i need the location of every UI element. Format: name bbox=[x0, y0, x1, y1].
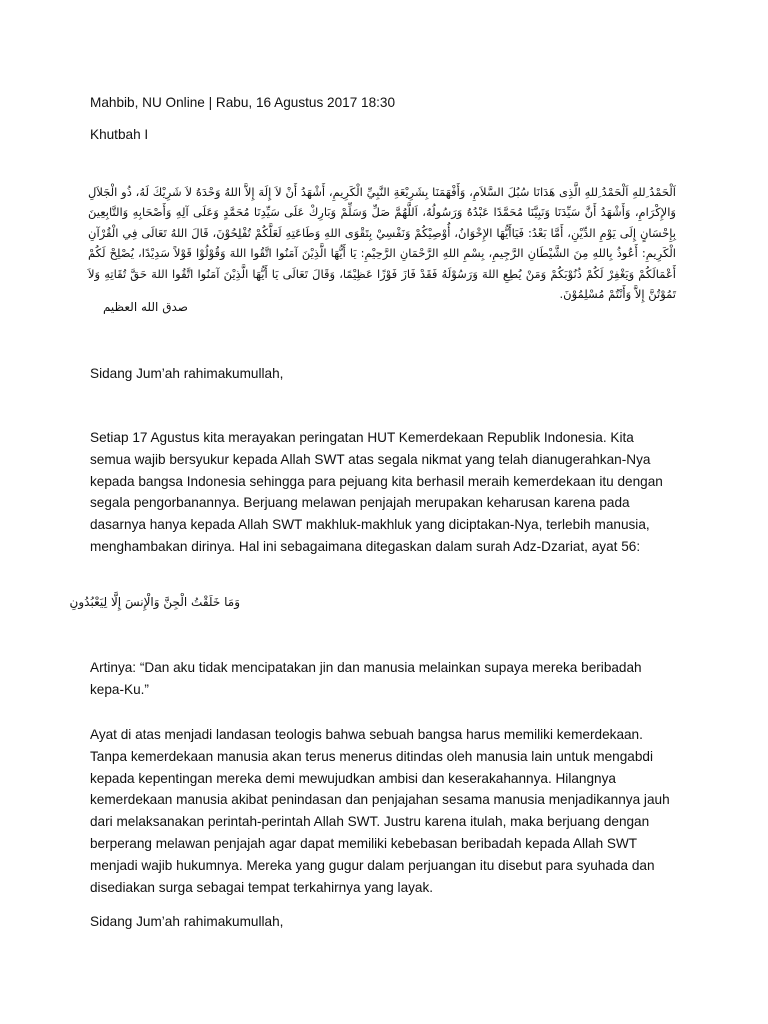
arabic-closing-phrase: صدق الله العظيم bbox=[102, 300, 188, 314]
paragraph-independence-day: Setiap 17 Agustus kita merayakan peringatan HUT Kemerdekaan Republik Indonesia. Kita semua wajib bersyukur kepada Allah SWT atas segala nikmat yang telah dianugerahkan-Nya kepada bangsa Indonesia sehingga para pejuang kita berhasil meraih kemerdekaan itu dengan segala pengorbanannya. Berjuang melawan penjajah merupakan keharusan karena pada dasarnya hanya kepada Allah SWT makhluk-makhluk yang diciptakan-Nya, terlebih manusia, menghambakan dirinya. Hal ini sebagaimana ditegaskan dalam surah Adz-Dzariat, ayat 56: bbox=[90, 430, 663, 554]
quran-verse-adz-dzariat-56: وَمَا خَلَقْتُ الْجِنَّ وَالْإِنسَ إِلَّا لِيَعْبُدُونِ bbox=[69, 595, 240, 609]
khutbah-title: Khutbah I bbox=[90, 127, 149, 142]
salutation-first: Sidang Jum’ah rahimakumullah, bbox=[90, 366, 284, 381]
salutation-second: Sidang Jum’ah rahimakumullah, bbox=[90, 914, 284, 929]
article-byline: Mahbib, NU Online | Rabu, 16 Agustus 2017 18:30 bbox=[90, 95, 396, 110]
arabic-opening-prayer: اَلْحَمْدُ ِللهِ اَلْحَمْدُ ِللهِ الَّذِى هَدَانَا سُبُلَ السَّلاَمِ، وَأَفْهَمَنَا بِشَرِيْعَةِ النَّبِيِّ الْكَرِيمِ، أَشْهَدُ أَنْ لاَ إِلَهَ إِلاَّ اللهُ وَحْدَهُ لاَ شَرِيْكَ لَهُ، ذُو الْجَلاَلِ وَالإِكْرَامِ، وَأَشْهَدُ أَنَّ سَيِّدَنَا وَنَبِيَّنَا مُحَمَّدًا عَبْدُهُ وَرَسُولُهُ، اَللَّهُمَّ صَلِّ وَسَلِّمْ وَبَارِكْ عَلَى سَيِّدِنَا مُحَمَّدٍ وَعَلَى آلِهِ وَأَصْحَابِهِ وَالتَّابِعِينَ بِإِحْسَانٍ إِلَى يَوْمِ الدِّيْنِ، أَمَّا بَعْدُ: فَيَاأَيُّهَا الإِخْوَانُ، أُوْصِيْكُمْ وَنَفْسِيْ بِتَقْوَى اللهِ وَطَاعَتِهِ لَعَلَّكُمْ تُفْلِحُوْنَ، قَالَ اللهُ تَعَالَى فِي الْقُرْآنِ الْكَرِيمِ: أَعُوذُ بِاللهِ مِنَ الشَّيْطَانِ الرَّجِيمِ، بِسْمِ اللهِ الرَّحْمَانِ الرَّحِيْمِ: يَا أَيُّهَا الَّذِيْنَ آمَنُوا اتَّقُوا اللهَ وَقُوْلُوْا قَوْلاً سَدِيْدًا، يُصْلِحْ لَكُمْ أَعْمَالَكُمْ وَيَغْفِرْ لَكُمْ ذُنُوْبَكُمْ وَمَنْ يُطِعِ اللهَ وَرَسُوْلَهُ فَقَدْ فَازَ فَوْزًا عَظِيْمًا، وَقَالَ تَعَالَى يَا أَيُّهَا الَّذِيْنَ آمَنُوا اتَّقُوا اللهَ حَقَّ تُقَاتِهِ وَلاَ تَمُوْتُنَّ إِلاَّ وَأَنْتُمْ مُسْلِمُوْنَ. bbox=[88, 185, 676, 302]
verse-translation: Artinya: “Dan aku tidak mencipatakan jin dan manusia melainkan supaya mereka beribadah kepa-Ku.” bbox=[90, 660, 642, 697]
paragraph-theological-basis: Ayat di atas menjadi landasan teologis bahwa sebuah bangsa harus memiliki kemerdekaan. Tanpa kemerdekaan manusia akan terus menerus ditindas oleh manusia lain untuk mengabdi kepada kepentingan mereka demi mewujudkan ambisi dan keserakahannya. Hilangnya kemerdekaan manusia akibat penindasan dan penjajahan sesama manusia menjadikannya jauh dari melaksanakan perintah-perintah Allah SWT. Justru karena itulah, maka berjuang dengan berperang melawan penjajah agar dapat memiliki kebebasan beribadah kepada Allah SWT menjadi wajib hukumnya. Mereka yang gugur dalam perjuangan itu disebut para syuhada dan disediakan surga sebagai tempat terkahirnya yang layak. bbox=[90, 727, 670, 895]
